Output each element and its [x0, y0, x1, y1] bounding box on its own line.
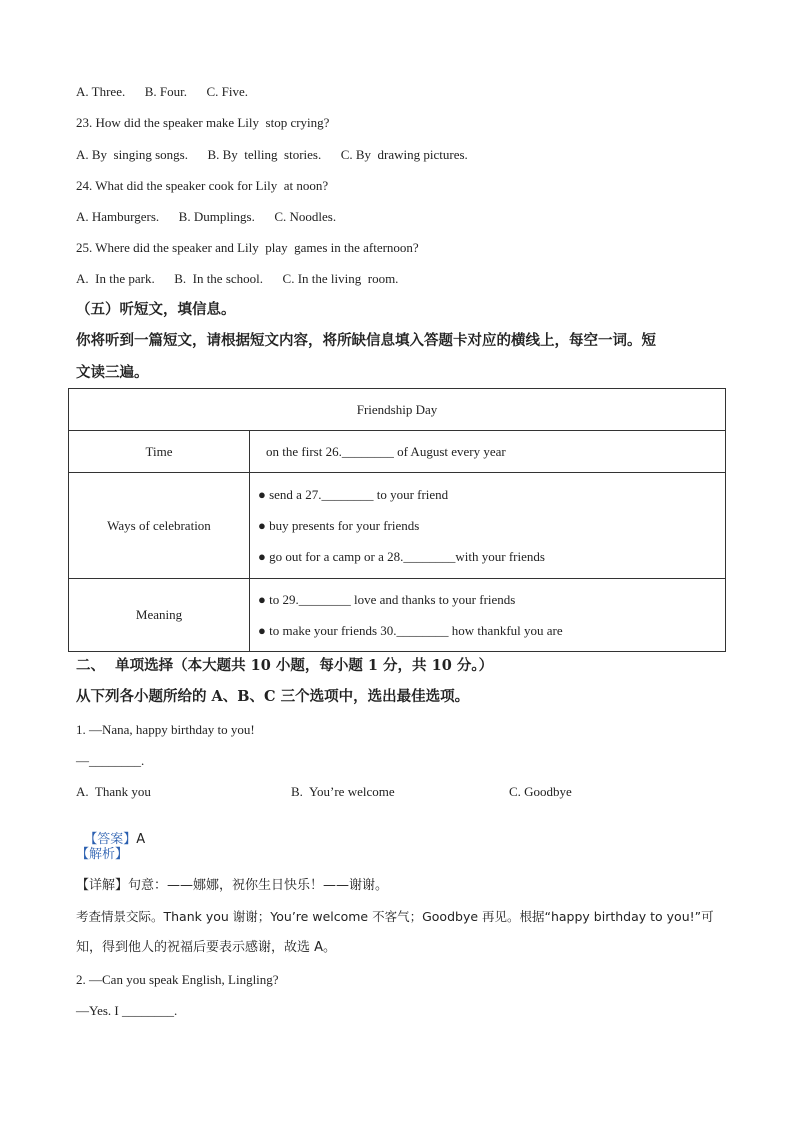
- answer-tag: 【答案】: [84, 832, 137, 847]
- row-label-meaning: Meaning: [69, 579, 250, 652]
- row-items: [250, 431, 726, 473]
- q2-line1: 2. —Can you speak English, Lingling?: [76, 972, 279, 987]
- explain-line1: 考查情景交际。Thank you 谢谢；You’re welcome 不客气；Goodbye 再见。根据“happy birthday to you!”可: [76, 909, 714, 924]
- q1-option-a: A. Thank you: [76, 784, 151, 799]
- q2-line2: —Yes. I ________.: [76, 1003, 178, 1018]
- row-label-ways: Ways of celebration: [69, 473, 250, 579]
- q1-line2: —________.: [76, 753, 145, 768]
- q22-options: A. Three. B. Four. C. Five.: [76, 84, 249, 99]
- item-text: ● to make your friends 30.________ how thankful you are: [258, 623, 563, 638]
- section5-instruction-line2: 文读三遍。: [76, 364, 149, 381]
- q25-options: A. In the park. B. In the school. C. In the living room.: [76, 271, 399, 286]
- analysis-tag: 【解析】: [76, 847, 129, 862]
- q24-options: A. Hamburgers. B. Dumplings. C. Noodles.: [76, 209, 337, 224]
- info-table: [68, 388, 726, 652]
- section5-title: （五）听短文，填信息。: [76, 301, 236, 318]
- item-text: ● to 29.________ love and thanks to your friends: [258, 592, 516, 607]
- q1-line1: 1. —Nana, happy birthday to you!: [76, 722, 255, 737]
- q1-option-b: B. You’re welcome: [291, 784, 395, 799]
- part2-title: 二、 单项选择（本大题共 10 小题，每小题 1 分，共 10 分。）: [76, 657, 494, 674]
- section5-instruction-line1: 你将听到一篇短文，请根据短文内容，将所缺信息填入答题卡对应的横线上，每空一词。短: [76, 332, 656, 349]
- table-title: Friendship Day: [69, 389, 726, 431]
- item-text: on the first 26.________ of August every year: [266, 444, 506, 459]
- row-items: [250, 473, 726, 579]
- q24-question: 24. What did the speaker cook for Lily at noon?: [76, 178, 329, 193]
- item-text: ● go out for a camp or a 28.________with your friends: [258, 549, 545, 564]
- q23-question: 23. How did the speaker make Lily stop crying?: [76, 115, 330, 130]
- part2-instruction: 从下列各小题所给的 A、B、C 三个选项中，选出最佳选项。: [76, 688, 470, 705]
- item-text: ● send a 27.________ to your friend: [258, 487, 449, 502]
- answer-value: A: [136, 832, 146, 847]
- row-items: [250, 579, 726, 652]
- table-row: [69, 579, 726, 652]
- table-row: [69, 431, 726, 473]
- explain-line2: 知，得到他人的祝福后要表示感谢，故选 A。: [76, 940, 337, 955]
- table-row: [69, 473, 726, 579]
- q1-option-c: C. Goodbye: [509, 784, 572, 799]
- q23-options: A. By singing songs. B. By telling stories. C. By drawing pictures.: [76, 147, 468, 162]
- item-text: ● buy presents for your friends: [258, 518, 420, 533]
- q25-question: 25. Where did the speaker and Lily play games in the afternoon?: [76, 240, 419, 255]
- row-label-time: Time: [69, 431, 250, 473]
- answer-line: [76, 816, 145, 848]
- detail-line: 【详解】句意：——娜娜，祝你生日快乐！——谢谢。: [76, 878, 389, 893]
